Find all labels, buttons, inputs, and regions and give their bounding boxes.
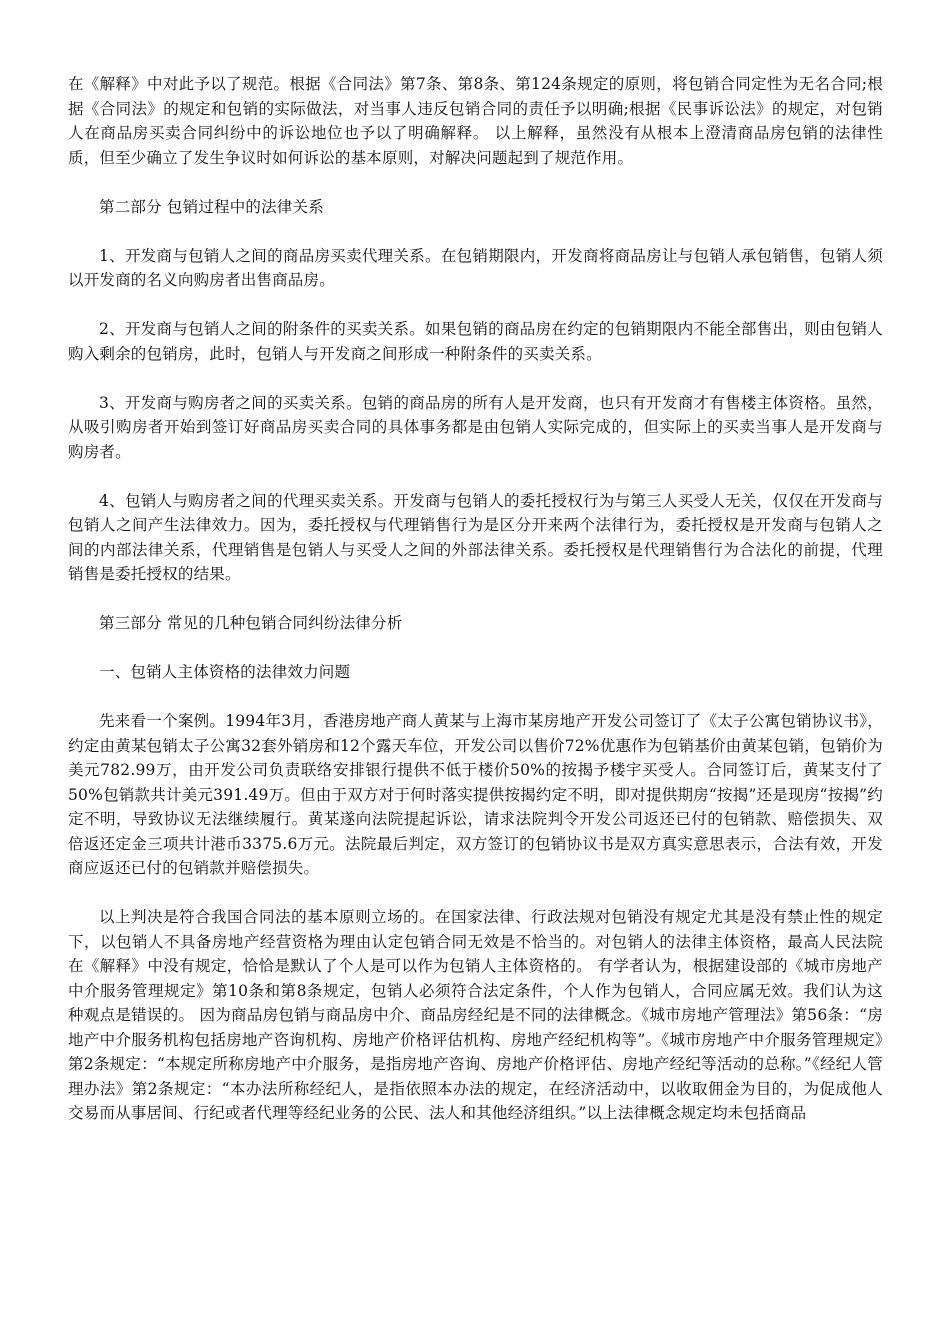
paragraph-relation-1: 1、开发商与包销人之间的商品房买卖代理关系。在包销期限内，开发商将商品房让与包销人承包销售，包销人须以开发商的名义向购房者出售商品房。: [68, 246, 883, 289]
paragraph-relation-3: 3、开发商与购房者之间的买卖关系。包销的商品房的所有人是开发商，也只有开发商才有售楼主体资格。虽然，从吸引购房者开始到签订好商品房买卖合同的具体事务都是由包销人实际完成的，但实际上的买卖当事人是开发商与购房者。: [68, 393, 883, 461]
subsection-heading-subject-qualification: 一、包销人主体资格的法律效力问题: [99, 663, 351, 681]
document-page: [68, 72, 883, 1126]
paragraph-legal-analysis: 以上判决是符合我国合同法的基本原则立场的。在国家法律、行政法规对包销没有规定尤其是没有禁止性的规定下，以包销人不具备房地产经营资格为理由认定包销合同无效是不恰当的。对包销人的法律主体资格，最高人民法院在《解释》中没有规定，恰恰是默认了个人是可以作为包销人主体资格的。 有学者认为，根据建设部的《城市房地产中介服务管理规定》第10条和第8条规定，包销人必须符合法定条件，个人作为包销人，合同应属无效。我们认为这种观点是错误的。 因为商品房包销与商品房中介、商品房经纪是不同的法律概念。《城市房地产管理法》第56条：“房地产中介服务机构包括房地产咨询机构、房地产价格评估机构、房地产经纪机构等”。《城市房地产中介服务管理规定》第2条规定：“本规定所称房地产中介服务，是指房地产咨询、房地产价格评估、房地产经纪等活动的总称。”《经纪人管理办法》第2条规定：“本办法所称经纪人，是指依照本办法的规定，在经济活动中，以收取佣金为目的，为促成他人交易而从事居间、行纪或者代理等经纪业务的公民、法人和其他经济组织。”以上法律概念规定均未包括商品: [68, 908, 883, 1122]
section-heading-part-two: 第二部分 包销过程中的法律关系: [99, 197, 324, 216]
paragraph-interpretation-intro: 在《解释》中对此予以了规范。根据《合同法》第7条、第8条、第124条规定的原则，将包销合同定性为无名合同;根据《合同法》的规定和包销的实际做法，对当事人违反包销合同的责任予以明确;根据《民事诉讼法》的规定，对包销人在商品房买卖合同纠纷中的诉讼地位也予以了明确解释。 以上解释，虽然没有从根本上澄清商品房包销的法律性质，但至少确立了发生争议时如何诉讼的基本原则，对解决问题起到了规范作用。: [68, 75, 883, 167]
paragraph-case-study: 先来看一个案例。1994年3月，香港房地产商人黄某与上海市某房地产开发公司签订了《太子公寓包销协议书》，约定由黄某包销太子公寓32套外销房和12个露天车位，开发公司以售价72%优惠作为包销基价由黄某包销，包销价为美元782.99万，由开发公司负责联络安排银行提供不低于楼价50%的按揭予楼宇买受人。合同签订后，黄某支付了50%包销款共计美元391.49万。但由于双方对于何时落实提供按揭约定不明，即对提供期房“按揭”还是现房“按揭”约定不明，导致协议无法继续履行。黄某遂向法院提起诉讼，请求法院判令开发公司返还已付的包销款、赔偿损失、双倍返还定金三项共计港币3375.6万元。法院最后判定，双方签订的包销协议书是双方真实意思表示，合法有效，开发商应返还已付的包销款并赔偿损失。: [68, 712, 883, 877]
section-heading-part-three: 第三部分 常见的几种包销合同纠纷法律分析: [99, 614, 403, 632]
paragraph-relation-4: 4、包销人与购房者之间的代理买卖关系。开发商与包销人的委托授权行为与第三人买受人无关，仅仅在开发商与包销人之间产生法律效力。因为，委托授权与代理销售行为是区分开来两个法律行为，委托授权是开发商与包销人之间的内部法律关系，代理销售是包销人与买受人之间的外部法律关系。委托授权是代理销售行为合法化的前提，代理销售是委托授权的结果。: [68, 491, 883, 583]
paragraph-relation-2: 2、开发商与包销人之间的附条件的买卖关系。如果包销的商品房在约定的包销期限内不能全部售出，则由包销人购入剩余的包销房，此时，包销人与开发商之间形成一种附条件的买卖关系。: [68, 320, 883, 363]
